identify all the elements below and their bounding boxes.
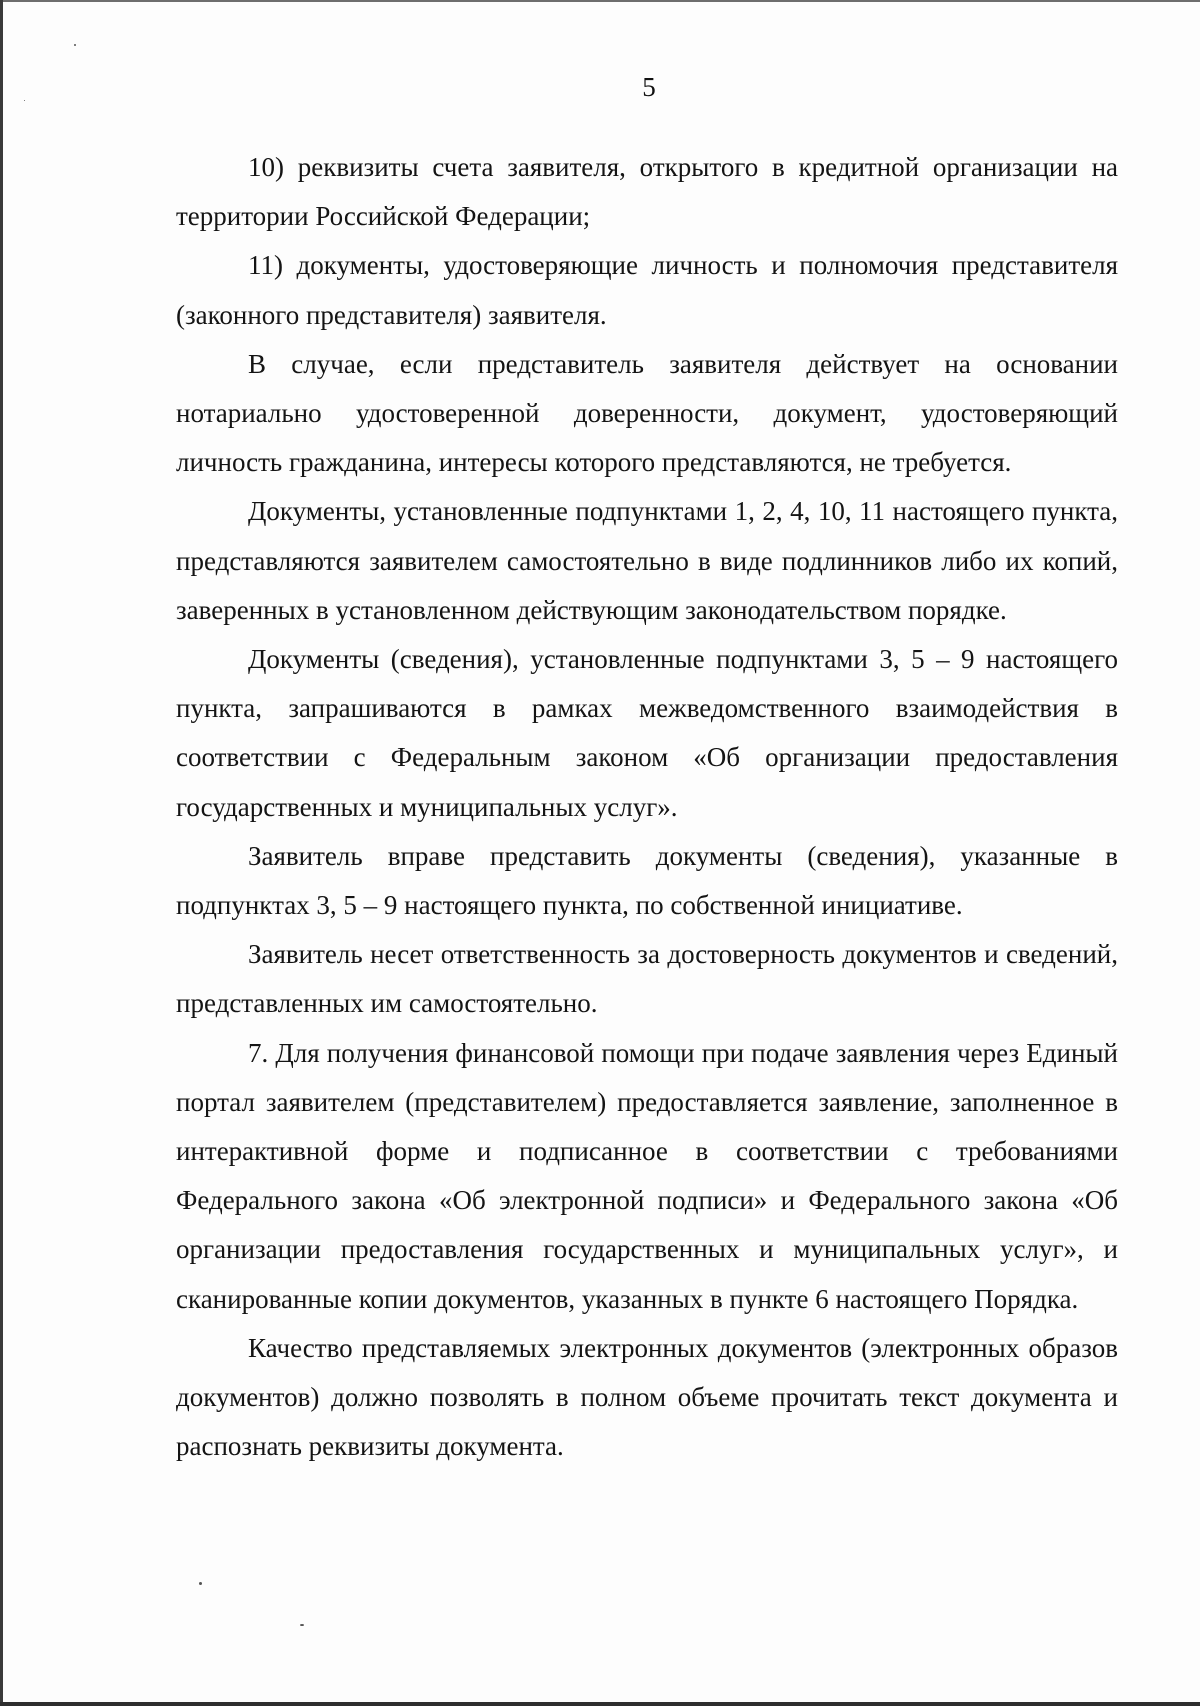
scan-speck [199,1582,202,1585]
paragraph: 10) реквизиты счета заявителя, открытого в кредитной организации на территории Российской Федерации; [176,152,1118,232]
scan-edge-bottom [0,1702,1200,1706]
paragraph: Заявитель вправе представить документы (сведения), указанные в подпунктах 3, 5 – 9 настоящего пункта, по собственной инициативе. [176,840,1118,921]
paragraph: Документы, установленные подпунктами 1, 2, 4, 10, 11 настоящего пункта, представляются заявителем самостоятельно в виде подлинников либо их копий, заверенных в установленном действующим законодательством порядке. [176,496,1118,625]
paragraph: В случае, если представитель заявителя действует на основании нотариально удостоверенной доверенности, документ, удостоверяющий личность гражданина, интересы которого представляются, не требуется. [176,348,1118,478]
scan-edge-top [0,0,1200,2]
scan-speck [300,1624,304,1626]
paragraph: 7. Для получения финансовой помощи при подаче заявления через Единый портал заявителем (представителем) предоставляется заявление, заполненное в интерактивной форме и подписанное в соответствии с требованиями Федерального закона «Об электронной подписи» и Федерального закона «Об организации предоставления государственных и муниципальных услуг», и сканированные копии документов, указанных в пункте 6 настоящего Порядка. [176,1037,1118,1314]
document-body [176,143,1118,1471]
page-number: 5 [642,72,656,102]
paragraph: Заявитель несет ответственность за достоверность документов и сведений, представленных им самостоятельно. [176,939,1118,1019]
paragraph: 11) документы, удостоверяющие личность и полномочия представителя (законного представителя) заявителя. [176,250,1118,330]
paragraph: Документы (сведения), установленные подпунктами 3, 5 – 9 настоящего пункта, запрашиваются в рамках межведомственного взаимодействия в соответствии с Федеральным законом «Об организации предоставления государственных и муниципальных услуг». [176,644,1118,822]
scan-edge-left [0,0,3,1706]
scan-speck [74,44,76,46]
paragraph: Качество представляемых электронных документов (электронных образов документов) должно позволять в полном объеме прочитать текст документа и распознать реквизиты документа. [176,1332,1118,1462]
